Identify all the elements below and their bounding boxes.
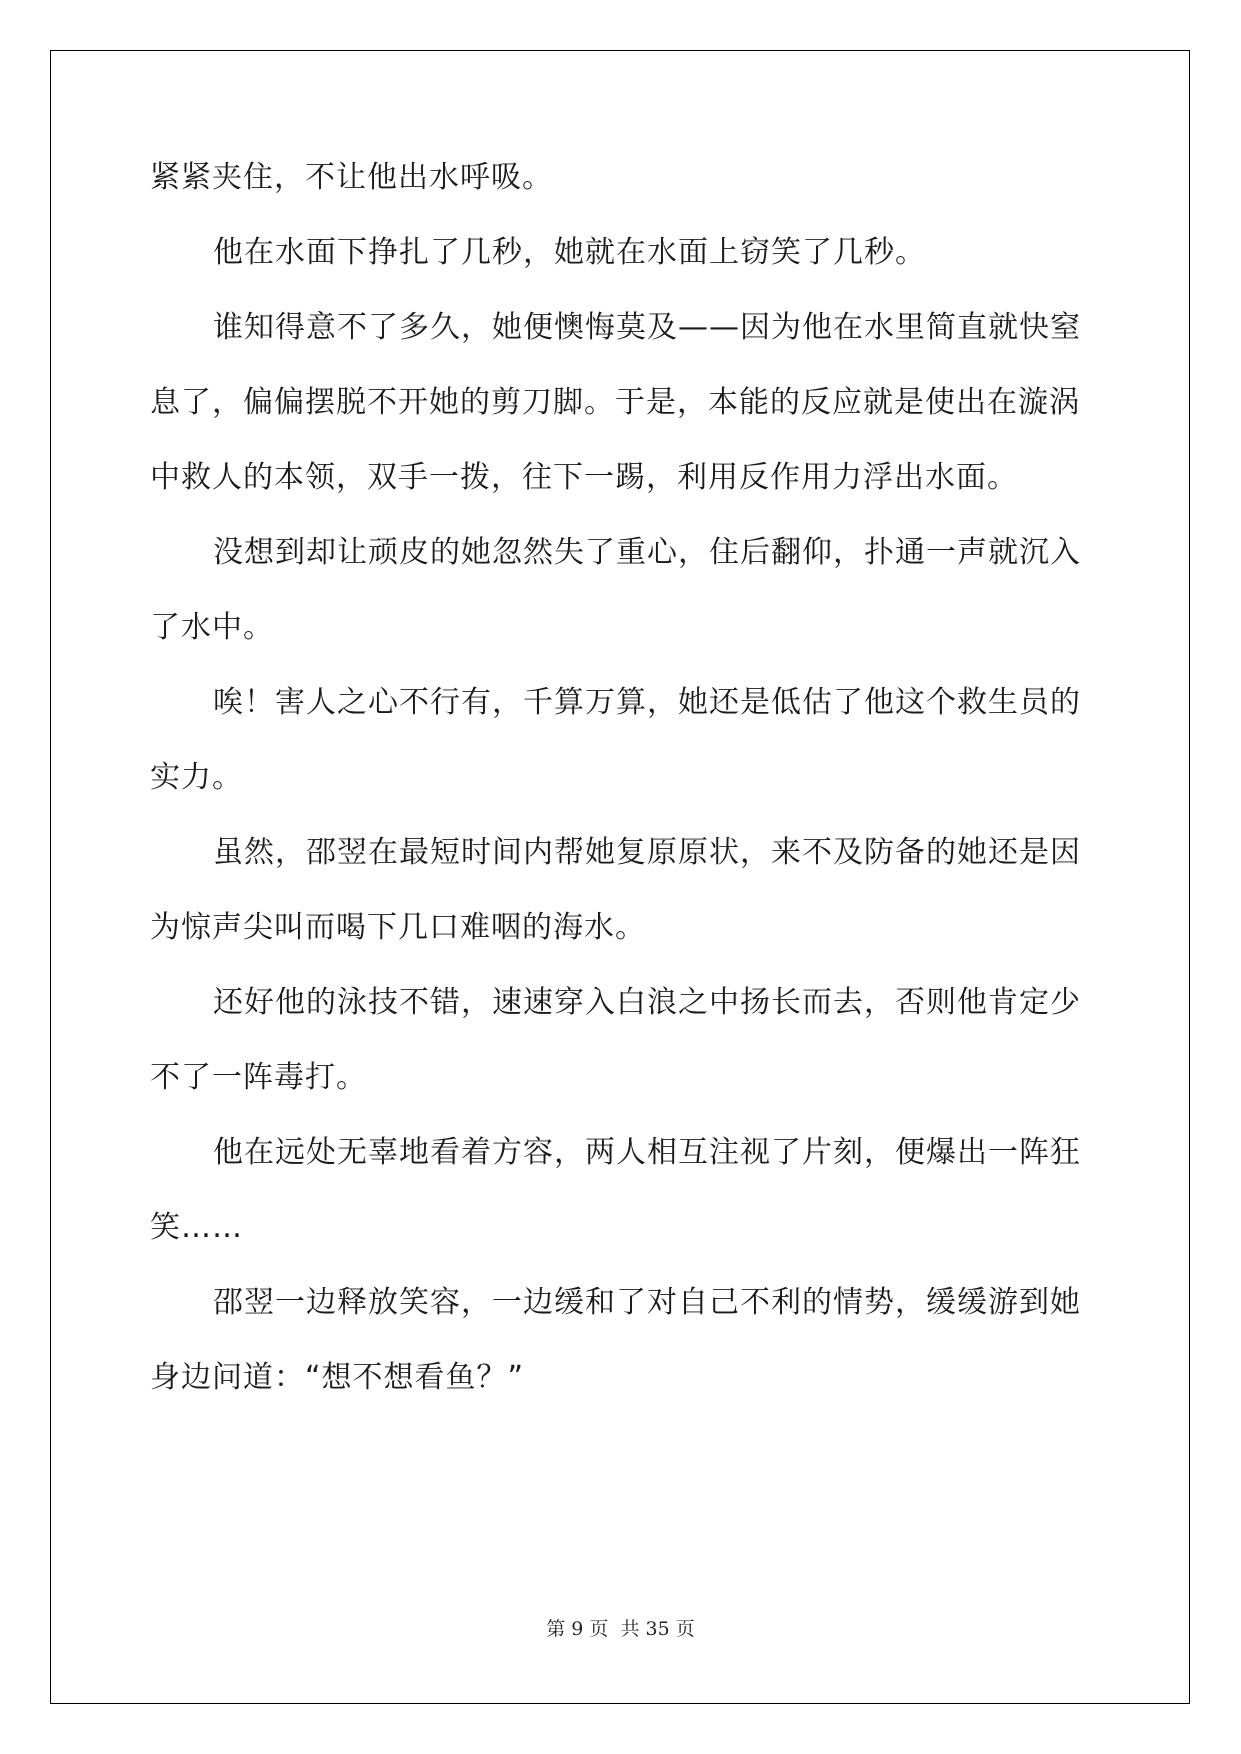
- text-line: 为惊声尖叫而喝下几口难咽的海水。: [150, 910, 646, 945]
- page-number: 第 9 页: [546, 1618, 609, 1640]
- paragraph-line: 虽然，邵翌在最短时间内帮她复原原状，来不及防备的她还是因: [213, 835, 1081, 870]
- page-border: [50, 50, 1190, 1704]
- text-line: 息了，偏偏摆脱不开她的剪刀脚。于是，本能的反应就是使出在漩涡: [150, 385, 1080, 420]
- paragraph-line: 谁知得意不了多久，她便懊悔莫及——因为他在水里简直就快窒: [213, 310, 1081, 345]
- text-line: 笑……: [150, 1210, 243, 1245]
- paragraph-line: 还好他的泳技不错，速速穿入白浪之中扬长而去，否则他肯定少: [213, 985, 1081, 1020]
- paragraph-line: 他在水面下挣扎了几秒，她就在水面上窃笑了几秒。: [213, 235, 926, 270]
- text-line: 身边问道：“想不想看鱼？”: [150, 1360, 525, 1395]
- text-line: 紧紧夹住，不让他出水呼吸。: [150, 160, 553, 195]
- text-line: 中救人的本领，双手一拨，往下一踢，利用反作用力浮出水面。: [150, 460, 1018, 495]
- page-footer: [0, 1614, 1241, 1641]
- text-line: 不了一阵毒打。: [150, 1060, 367, 1095]
- paragraph-line: 邵翌一边释放笑容，一边缓和了对自己不利的情势，缓缓游到她: [213, 1285, 1081, 1320]
- text-line: 了水中。: [150, 610, 274, 645]
- paragraph-line: 没想到却让顽皮的她忽然失了重心，住后翻仰，扑通一声就沉入: [213, 535, 1081, 570]
- paragraph-line: 他在远处无辜地看着方容，两人相互注视了片刻，便爆出一阵狂: [213, 1135, 1081, 1170]
- page-total: 共 35 页: [620, 1618, 695, 1640]
- text-line: 实力。: [150, 760, 243, 795]
- paragraph-line: 唉！害人之心不行有，千算万算，她还是低估了他这个救生员的: [213, 685, 1081, 720]
